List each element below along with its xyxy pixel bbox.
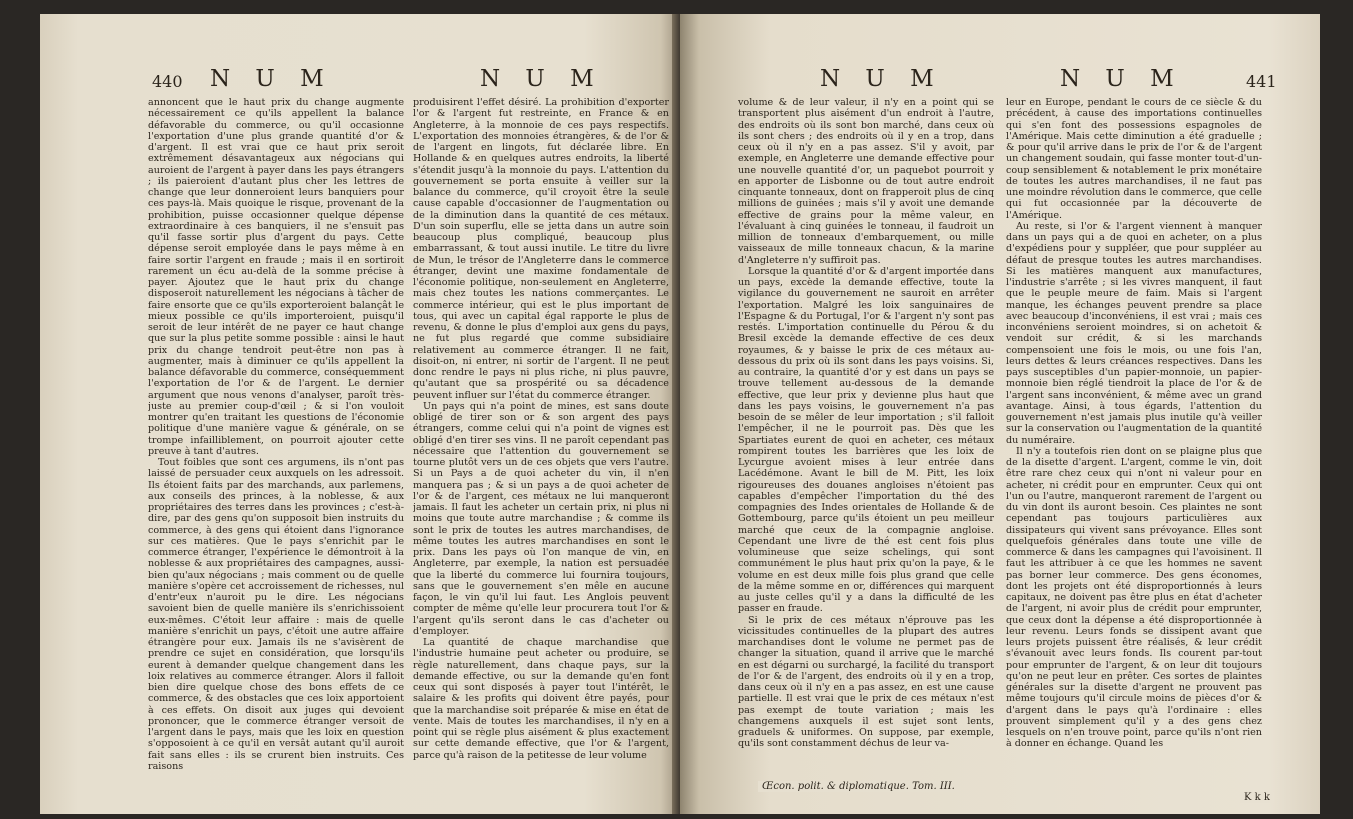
paragraph: volume & de leur valeur, il n'y en a point qui se transportent plus aisément d'un endroit à l'autre, des endroits où ils sont bon marché, dans ceux où ils sont chers ; des endroits où il y en a trop, dans ceux où il n'y en a pas assez. S'il y avoit, par exemple, en Angleterre une demande effective pour une nouvelle quantité d'or, un paquebot pourroit y en apporter de Lisbonne ou de tout autre endroit cinquante tonneaux, dont on frapperoit plus de cinq millions de guinées ; mais s'il y avoit une demande effective de grains pour la même valeur, en l'évaluant à cinq guinées le tonneau, il faudroit un million de tonneaux d'embarquement, ou mille vaisseaux de mille tonneaux chacun, & la marine d'Angleterre n'y suffiroit pas.: [738, 97, 994, 266]
paragraph: produisirent l'effet désiré. La prohibition d'exporter l'or & l'argent fut restreinte, en France & en Angleterre, à la monnoie de ces pays respectifs. L'exportation des monnoies étrangères, & de l'or & de l'argent en lingots, fut déclarée libre. En Hollande & en quelques autres endroits, la liberté s'étendit jusqu'à la monnoie du pays. L'attention du gouvernement se porta ensuite à veiller sur la balance du commerce, qu'il croyoit être la seule cause capable d'occasionner de l'augmentation ou de la diminution dans la quantité de ces métaux. D'un soin superflu, elle se jetta dans un autre soin beaucoup plus compliqué, beaucoup plus embarrassant, & tout aussi inutile. Le titre du livre de Mun, le trésor de l'Angleterre dans le commerce étranger, devint une maxime fondamentale de l'économie politique, non-seulement en Angleterre, mais chez toutes les nations commerçantes. Le commerce intérieur, qui est le plus important de tous, qui avec un capital égal rapporte le plus de revenu, & donne le plus d'emploi aux gens du pays, ne fut plus regardé que comme subsidiaire relativement au commerce étranger. Il ne fait, disoit-on, ni entrer, ni sortir de l'argent. Il ne peut donc rendre le pays ni plus riche, ni plus pauvre, qu'autant que sa prospérité ou sa décadence peuvent influer sur l'état du commerce étranger.: [413, 97, 669, 401]
running-head: N U M: [210, 66, 333, 92]
running-head: N U M: [820, 66, 943, 92]
paragraph: Lorsque la quantité d'or & d'argent importée dans un pays, excède la demande effective, toute la vigilance du gouvernement ne sauroit en arrêter l'exportation. Malgré les loix sanguinaires de l'Espagne & du Portugal, l'or & l'argent n'y sont pas restés. L'importation continuelle du Pérou & du Bresil excède la demande effective de ces deux royaumes, & y baisse le prix de ces métaux au-dessous du prix où ils sont dans les pays voisins. Si, au contraire, la quantité d'or y est dans un pays se trouve tellement au-dessous de la demande effective, que leur prix y devienne plus haut que dans les pays voisins, le gouvernement n'a pas besoin de se mêler de leur importation ; s'il falloit l'empêcher, il ne le pourroit pas. Dès que les Spartiates eurent de quoi en acheter, ces métaux rompirent toutes les barrières que les loix de Lycurgue avoient mises à leur entrée dans Lacédémone. Avant le bill de M. Pitt, les loix rigoureuses des douanes angloises n'étoient pas capables d'empêcher l'importation du thé des compagnies des Indes orientales de Hollande & de Gottembourg, parce qu'ils étoient un peu meilleur marché que ceux de la compagnie angloise. Cependant une livre de thé est cent fois plus volumineuse que seize schelings, qui sont communément le plus haut prix qu'on la paye, & le volume en est deux mille fois plus grand que celle de la même somme en or, différences qui marquent au juste celles qu'il y a dans la difficulté de les passer en fraude.: [738, 265, 994, 615]
paragraph: Un pays qui n'a point de mines, est sans doute obligé de tirer son or & son argent des pays étrangers, comme celui qui n'a point de vignes est obligé d'en tirer ses vins. Il ne paroît cependant pas nécessaire que l'attention du gouvernement se tourne plutôt vers un de ces objets que vers l'autre. Si un Pays a de quoi acheter du vin, il n'en manquera pas ; & si un pays a de quoi acheter de l'or & de l'argent, ces métaux ne lui manqueront jamais. Il faut les acheter un certain prix, ni plus ni moins que toute autre marchandise ; & comme ils sont le prix de toutes les autres marchandises, de même toutes les autres marchandises en sont le prix. Dans les pays où l'on manque de vin, en Angleterre, par exemple, la nation est persuadée que la liberté du commerce lui fournira toujours, sans que le gouvernement s'en mêle en aucune façon, le vin qu'il lui faut. Les Anglois peuvent compter de même qu'elle leur procurera tout l'or & l'argent qu'ils seront dans le cas d'acheter ou d'employer.: [413, 400, 669, 637]
page-number: 441: [1246, 72, 1277, 91]
text-column-2: [413, 97, 669, 802]
text-column-2: [1006, 97, 1262, 802]
left-page: [40, 14, 680, 814]
running-head-right: N U M: [480, 66, 603, 92]
paragraph: Il n'y a toutefois rien dont on se plaigne plus que de la disette d'argent. L'argent, comme le vin, doit être rare chez ceux qui n'ont ni valeur pour en acheter, ni crédit pour en emprunter. Ceux qui ont l'un ou l'autre, manqueront rarement de l'argent ou du vin dont ils auront besoin. Ces plaintes ne sont cependant pas toujours particulières aux dissipateurs qui vivent sans prévoyance. Elles sont quelquefois générales dans toute une ville de commerce & dans les campagnes qui l'avoisinent. Il faut les attribuer à ce que les hommes ne savent pas borner leur commerce. Des gens économes, dont les projets ont été disproportionnés à leurs capitaux, ne doivent pas être plus en état d'acheter de l'argent, ni avoir plus de crédit pour emprunter, que ceux dont la dépense a été disproportionnée à leur revenu. Leurs fonds se dissipent avant que leurs projets puissent être réalisés, & leur crédit s'évanouit avec leurs fonds. Ils courent par-tout pour emprunter de l'argent, & on leur dit toujours qu'on ne peut leur en prêter. Ces sortes de plaintes générales sur la disette d'argent ne prouvent pas même toujours qu'il circule moins de pièces d'or & d'argent dans le pays qu'à l'ordinaire : elles prouvent simplement qu'il y a des gens chez lesquels on n'en trouve point, parce qu'ils n'ont rien à donner en échange. Quand les: [1006, 445, 1262, 750]
paragraph: leur en Europe, pendant le cours de ce siècle & du précédent, à cause des importations continuelles qui s'en font des possessions espagnoles de l'Amérique. Mais cette diminution a été graduelle ; & pour qu'il arrive dans le prix de l'or & de l'argent un changement soudain, qui fasse monter tout-d'un-coup sensiblement & notablement le prix monétaire de toutes les autres marchandises, il ne faut pas une moindre révolution dans le commerce, que celle qui fut occasionnée par la découverte de l'Amérique.: [1006, 97, 1262, 221]
paragraph: Si le prix de ces métaux n'éprouve pas les vicissitudes continuelles de la plupart des autres marchandises dont le volume ne permet pas de changer la situation, quand il arrive que le marché en est dégarni ou surchargé, la facilité du transport de l'or & de l'argent, des endroits où il y en a trop, dans ceux où il n'y en a pas assez, en est une cause partielle. Il est vrai que le prix de ces métaux n'est pas exempt de toute variation ; mais les changemens auxquels il est sujet sont lents, graduels & uniformes. On suppose, par exemple, qu'ils sont constamment déchus de leur va-: [738, 614, 994, 750]
paragraph: Au reste, si l'or & l'argent viennent à manquer dans un pays qui a de quoi en acheter, on a plus d'expédiens pour y suppléer, que pour suppléer au défaut de presque toutes les autres marchandises. Si les matières manquent aux manufactures, l'industrie s'arrête ; si les vivres manquent, il faut que le peuple meure de faim. Mais si l'argent manque, les échanges peuvent prendre sa place avec beaucoup d'inconvéniens, il est vrai ; mais ces inconvéniens seroient moindres, si on achetoit & vendoit sur crédit, & si les marchands compensoient une fois le mois, ou une fois l'an, leurs dettes & leurs créances respectives. Dans les pays susceptibles d'un papier-monnoie, un papier-monnoie bien réglé tiendroit la place de l'or & de l'argent sans inconvénient, & même avec un grand avantage. Ainsi, à tous égards, l'attention du gouvernement n'est jamais plus inutile qu'à veiller sur la conservation ou l'augmentation de la quantité du numéraire.: [1006, 220, 1262, 446]
footer-title: Œcon. polit. & diplomatique. Tom. III.: [758, 781, 959, 792]
paragraph: La quantité de chaque marchandise que l'industrie humaine peut acheter ou produire, se règle naturellement, dans chaque pays, sur la demande effective, ou sur la demande qu'en font ceux qui sont disposés à payer tout l'intérêt, le salaire & les profits qui doivent être payés, pour que la marchandise soit préparée & mise en état de vente. Mais de toutes les marchandises, il n'y en a point qui se règle plus aisément & plus exactement sur cette demande effective, que l'or & l'argent, parce qu'à raison de la petitesse de leur volume: [413, 637, 669, 761]
text-column-1: [738, 97, 994, 802]
paragraph: annoncent que le haut prix du change augmente nécessairement ce qu'ils appellent la balance défavorable du commerce, ou qu'il occasionne l'exportation d'une plus grande quantité d'or & d'argent. Il est vrai que ce haut prix seroit extrêmement désavantageux aux négocians qui auroient de l'argent à payer dans les pays étrangers ; ils paieroient d'autant plus cher les lettres de change que leur donneroient leurs banquiers pour ces pays-là. Mais quoique le risque, provenant de la prohibition, puisse occasionner quelque dépense extraordinaire à ces banquiers, il ne s'ensuit pas qu'il fasse sortir plus d'argent du pays. Cette dépense seroit employée dans le pays même à en faire sortir l'argent en fraude ; mais il en sortiroit rarement un écu au-delà de la somme précise à payer. Ajoutez que le haut prix du change disposeroit naturellement les négocians à tâcher de faire ensorte que ce qu'ils exporteroient balançât le mieux possible ce qu'ils importeroient, puisqu'il seroit de leur intérêt de ne payer ce haut change que sur la plus petite somme possible : ainsi le haut prix du change tendroit peut-être non pas à augmenter, mais à diminuer ce qu'ils appellent la balance défavorable du commerce, conséquemment l'exportation de l'or & de l'argent. Le dernier argument que nous venons d'analyser, paroît très-juste au premier coup-d'œil ; & si l'on vouloit montrer qu'en traitant les questions de l'économie politique d'une manière vague & générale, on se trompe infailliblement, on pourroit ajouter cette preuve à tant d'autres.: [148, 97, 404, 457]
page-number: 440: [152, 72, 183, 91]
running-head-right: N U M: [1060, 66, 1183, 92]
text-column-1: [148, 97, 404, 802]
right-page: [680, 14, 1320, 814]
signature-mark: K k k: [1240, 792, 1274, 803]
paragraph: Tout foibles que sont ces argumens, ils n'ont pas laissé de persuader ceux auxquels on les adressoit. Ils étoient faits par des marchands, aux parlemens, aux conseils des princes, à la noblesse, & aux propriétaires des terres dans les provinces ; c'est-à-dire, par des gens qu'on supposoit bien instruits du commerce, à des gens qui étoient dans l'ignorance sur ces matières. Que le pays s'enrichit par le commerce étranger, l'expérience le démontroit à la noblesse & aux propriétaires des campagnes, aussi-bien qu'aux négocians ; mais comment ou de quelle manière s'opère cet accroissement de richesses, nul d'entr'eux n'auroit pu le dire. Les négocians savoient bien de quelle manière ils s'enrichissoient eux-mêmes. C'étoit leur affaire : mais de quelle manière s'enrichit un pays, c'étoit une autre affaire étrangère pour eux. Jamais ils ne s'avisèrent de prendre ce sujet en considération, que lorsqu'ils eurent à demander quelque changement dans les loix relatives au commerce étranger. Alors il falloit bien dire quelque chose des bons effets de ce commerce, & des obstacles que ces loix apportoient à ces effets. On disoit aux juges qui devoient prononcer, que le commerce étranger versoit de l'argent dans le pays, mais que les loix en question s'opposoient à ce qu'il en versât autant qu'il auroit fait sans elles : ils se crurent bien instruits. Ces raisons: [148, 457, 404, 772]
